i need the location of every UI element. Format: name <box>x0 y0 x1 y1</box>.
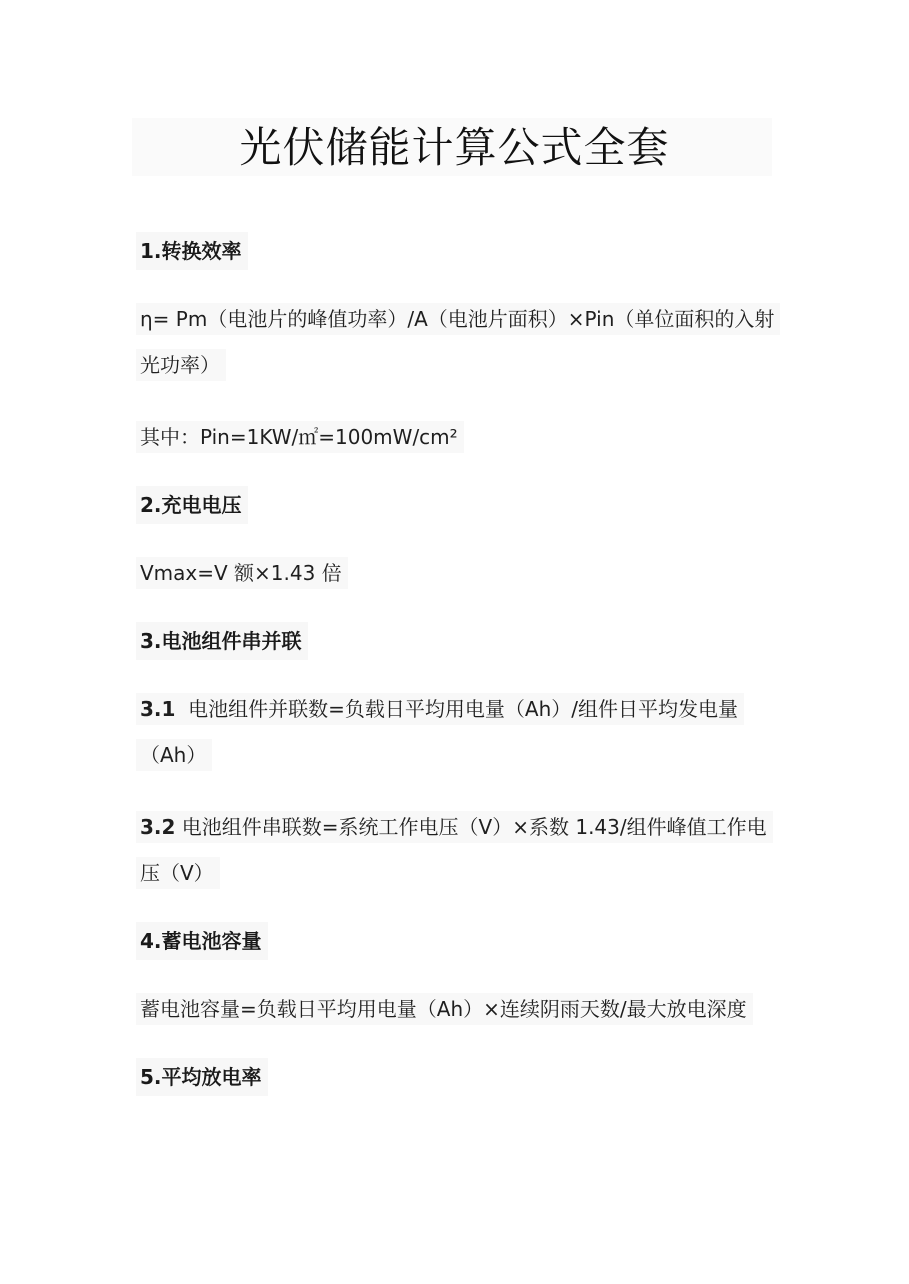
formula-paragraph <box>136 296 786 388</box>
formula-text: 蓄电池容量=负载日平均用电量（Ah）×连续阴雨天数/最大放电深度 <box>136 993 753 1025</box>
section-heading: 3.电池组件串并联 <box>136 622 308 660</box>
section-2 <box>136 486 786 596</box>
formula-paragraph <box>136 550 786 596</box>
section-1 <box>136 232 786 460</box>
formula-text: Vmax=V 额×1.43 倍 <box>136 557 348 589</box>
section-heading: 5.平均放电率 <box>136 1058 268 1096</box>
document-body <box>136 232 786 1096</box>
section-heading: 2.充电电压 <box>136 486 248 524</box>
page-title: 光伏储能计算公式全套 <box>239 123 670 172</box>
subsection-number: 3.1 <box>140 697 176 721</box>
formula-paragraph <box>136 986 786 1032</box>
section-5 <box>136 1058 786 1096</box>
subsection-text: 电池组件并联数=负载日平均用电量（Ah）/组件日平均发电量（Ah） <box>140 697 739 767</box>
note-text: 其中：Pin=1KW/㎡=100mW/cm² <box>136 421 464 453</box>
note-paragraph <box>136 414 786 460</box>
subsection-text: 电池组件串联数=系统工作电压（V）×系数 1.43/组件峰值工作电压（V） <box>140 815 767 885</box>
section-heading: 1.转换效率 <box>136 232 248 270</box>
section-4 <box>136 922 786 1032</box>
subsection-number: 3.2 <box>140 815 176 839</box>
section-3 <box>136 622 786 896</box>
subsection-item <box>136 804 786 896</box>
formula-text: η= Pm（电池片的峰值功率）/A（电池片面积）×Pin（单位面积的入射光功率） <box>136 303 780 381</box>
section-heading: 4.蓄电池容量 <box>136 922 268 960</box>
subsection-item <box>136 686 786 778</box>
